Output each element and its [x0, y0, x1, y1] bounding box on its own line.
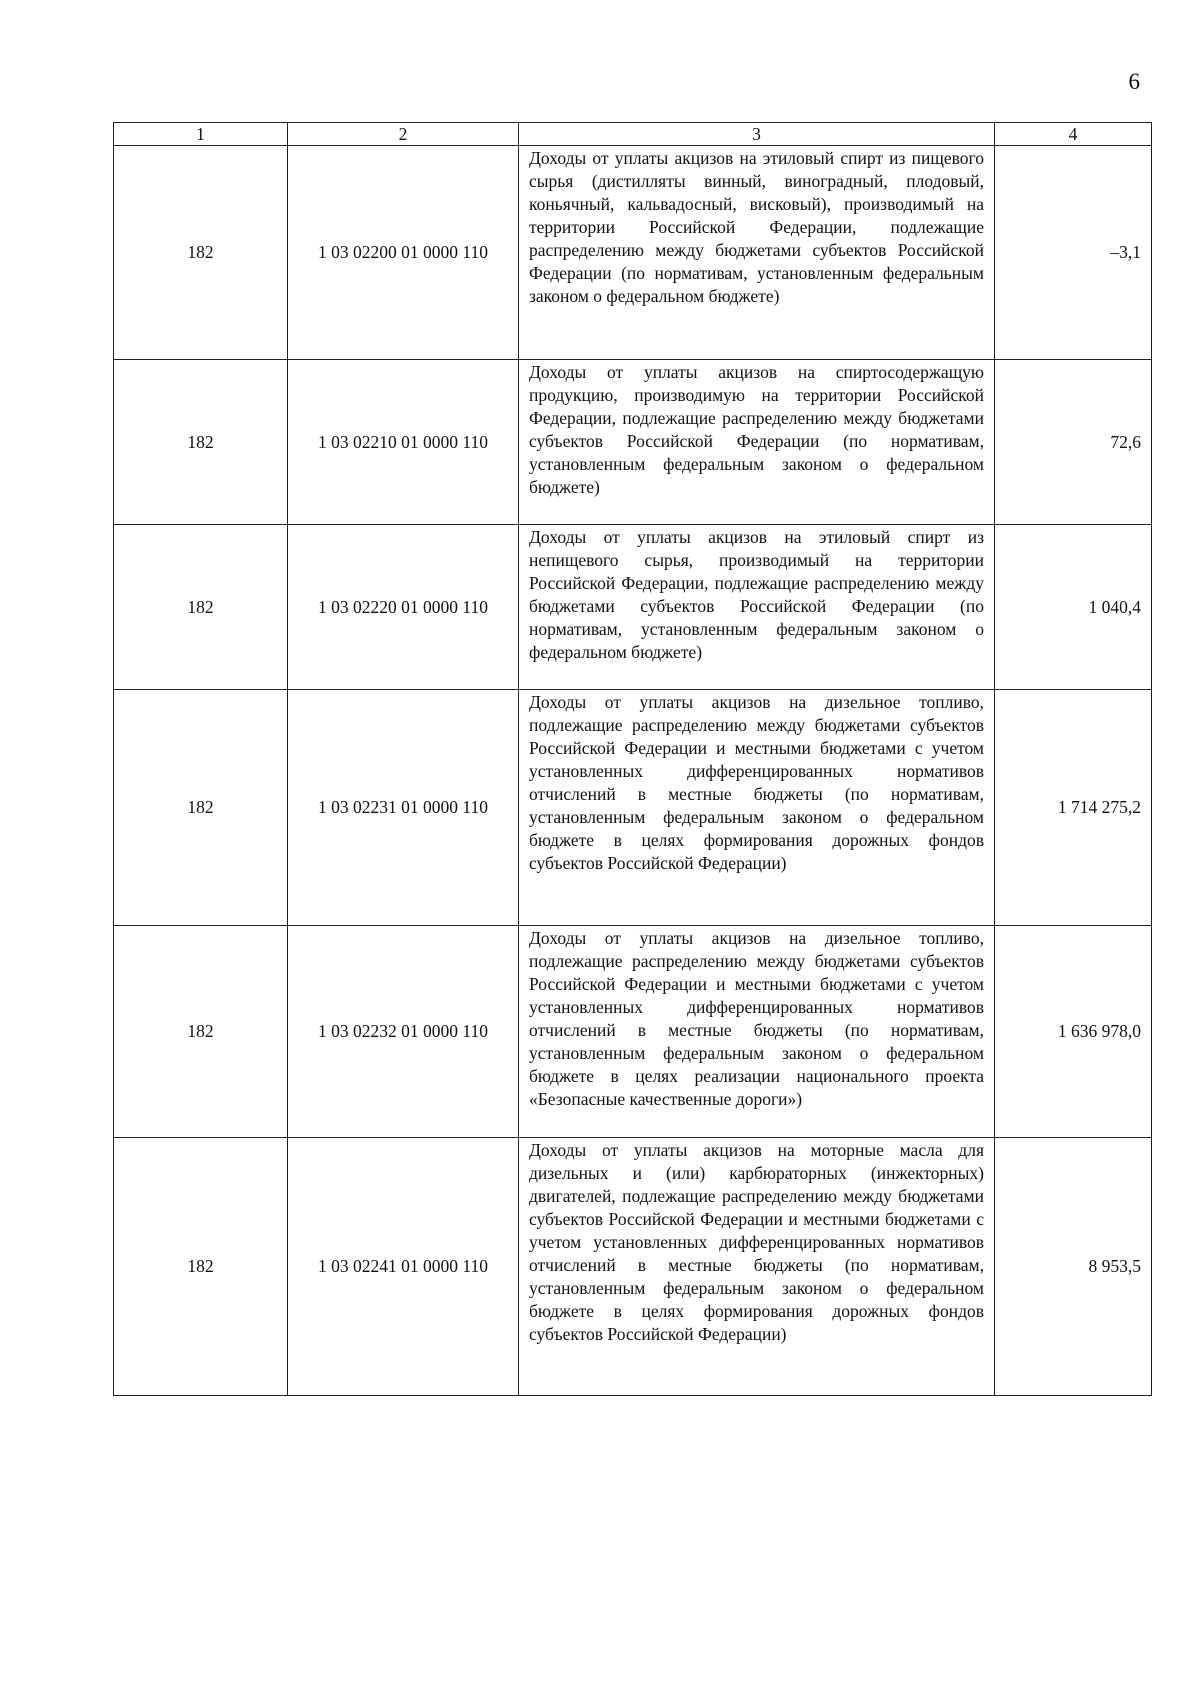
page-number: 6 [1128, 69, 1140, 94]
budget-code-cell: 1 03 02200 01 0000 110 [288, 146, 519, 360]
budget-code-cell: 1 03 02232 01 0000 110 [288, 926, 519, 1138]
amount-cell: –3,1 [995, 146, 1152, 360]
column-header-4: 4 [995, 123, 1152, 146]
amount-cell: 8 953,5 [995, 1138, 1152, 1396]
admin-code-cell: 182 [114, 525, 288, 690]
column-header-2: 2 [288, 123, 519, 146]
admin-code-cell: 182 [114, 1138, 288, 1396]
table-row [114, 360, 1152, 525]
description-cell: Доходы от уплаты акцизов на спиртосодержащую продукцию, производимую на территории Российской Федерации, подлежащие распределению между бюджетами субъектов Российской Федерации (по нормативам, установленным федеральным законом о федеральном бюджете) [519, 360, 995, 525]
budget-code-cell: 1 03 02231 01 0000 110 [288, 690, 519, 926]
table-row [114, 146, 1152, 360]
table-row [114, 1138, 1152, 1396]
table-header-row [114, 123, 1152, 146]
admin-code-cell: 182 [114, 926, 288, 1138]
budget-code-cell: 1 03 02210 01 0000 110 [288, 360, 519, 525]
description-cell: Доходы от уплаты акцизов на дизельное топливо, подлежащие распределению между бюджетами субъектов Российской Федерации и местными бюджетами с учетом установленных дифференцированных нормативов отчислений в местные бюджеты (по нормативам, установленным федеральным законом о федеральном бюджете в целях реализации национального проекта «Безопасные качественные дороги») [519, 926, 995, 1138]
amount-cell: 1 636 978,0 [995, 926, 1152, 1138]
table-row [114, 525, 1152, 690]
description-cell: Доходы от уплаты акцизов на этиловый спирт из пищевого сырья (дистилляты винный, виноградный, плодовый, коньячный, кальвадосный, висковый), производимый на территории Российской Федерации, подлежащие распределению между бюджетами субъектов Российской Федерации (по нормативам, установленным федеральным законом о федеральном бюджете) [519, 146, 995, 360]
amount-cell: 1 714 275,2 [995, 690, 1152, 926]
amount-cell: 72,6 [995, 360, 1152, 525]
table-row [114, 926, 1152, 1138]
column-header-3: 3 [519, 123, 995, 146]
description-cell: Доходы от уплаты акцизов на моторные масла для дизельных и (или) карбюраторных (инжекторных) двигателей, подлежащие распределению между бюджетами субъектов Российской Федерации и местными бюджетами с учетом установленных дифференцированных нормативов отчислений в местные бюджеты (по нормативам, установленным федеральным законом о федеральном бюджете в целях формирования дорожных фондов субъектов Российской Федерации) [519, 1138, 995, 1396]
admin-code-cell: 182 [114, 146, 288, 360]
admin-code-cell: 182 [114, 690, 288, 926]
budget-code-cell: 1 03 02220 01 0000 110 [288, 525, 519, 690]
table-row [114, 690, 1152, 926]
amount-cell: 1 040,4 [995, 525, 1152, 690]
description-cell: Доходы от уплаты акцизов на дизельное топливо, подлежащие распределению между бюджетами субъектов Российской Федерации и местными бюджетами с учетом установленных дифференцированных нормативов отчислений в местные бюджеты (по нормативам, установленным федеральным законом о федеральном бюджете в целях формирования дорожных фондов субъектов Российской Федерации) [519, 690, 995, 926]
admin-code-cell: 182 [114, 360, 288, 525]
revenue-table [113, 122, 1152, 1396]
budget-code-cell: 1 03 02241 01 0000 110 [288, 1138, 519, 1396]
column-header-1: 1 [114, 123, 288, 146]
description-cell: Доходы от уплаты акцизов на этиловый спирт из непищевого сырья, производимый на территории Российской Федерации, подлежащие распределению между бюджетами субъектов Российской Федерации (по нормативам, установленным федеральным законом о федеральном бюджете) [519, 525, 995, 690]
